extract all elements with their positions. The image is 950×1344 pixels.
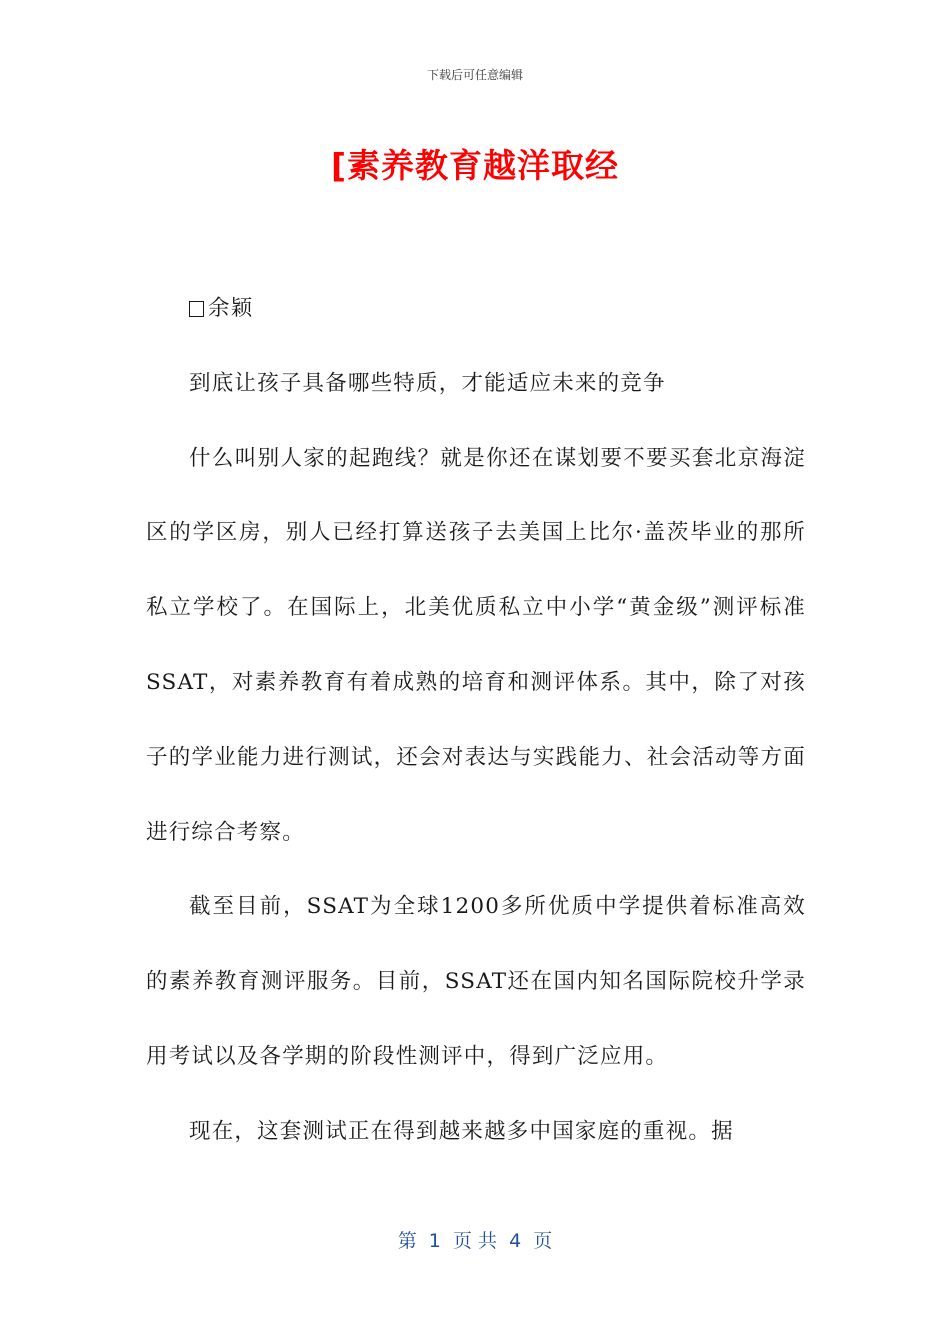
author-name: 余颖 (208, 296, 254, 321)
paragraph-1: 到底让孩子具备哪些特质，才能适应未来的竞争 (189, 370, 666, 396)
paragraph-3: 截至目前，SSAT为全球1200多所优质中学提供着标准高效的素养教育测评服务。目前，SSAT还在国内知名国际院校升学录用考试以及各学期的阶段性测评中，得到广泛应用。 (146, 894, 806, 1069)
document-body (146, 272, 806, 1170)
paragraph-4: 现在，这套测试正在得到越来越多中国家庭的重视。据 (189, 1118, 734, 1144)
header-note: 下载后可任意编辑 (426, 68, 523, 82)
author-line (146, 272, 806, 347)
checkbox-icon (189, 301, 204, 317)
page-number: 第 1 页 共 4 页 (397, 1230, 553, 1252)
paragraph-2: 什么叫别人家的起跑线？就是你还在谋划要不要买套北京海淀区的学区房，别人已经打算送孩子去美国上比尔·盖茨毕业的那所私立学校了。在国际上，北美优质私立中小学“黄金级”测评标准SSAT，对素养教育有着成熟的培育和测评体系。其中，除了对孩子的学业能力进行测试，还会对表达与实践能力、社会活动等方面进行综合考察。 (146, 445, 806, 845)
document-title: [素养教育越洋取经 (330, 146, 620, 185)
